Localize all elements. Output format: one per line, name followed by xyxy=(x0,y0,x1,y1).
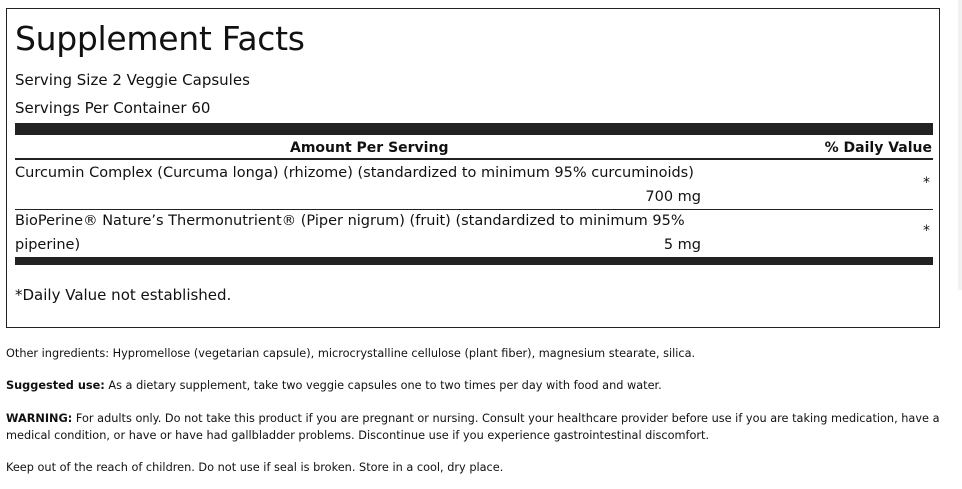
supplement-facts-panel xyxy=(6,8,940,328)
ingredient-name-bioperine-line2: piperine) xyxy=(15,237,81,253)
ingredient-name-curcumin: Curcumin Complex (Curcuma longa) (rhizome) (standardized to minimum 95% curcuminoids) xyxy=(15,165,694,181)
warning xyxy=(6,410,956,444)
scrollbar-edge xyxy=(958,0,962,290)
warning-label: WARNING: xyxy=(6,412,73,425)
header-amount-per-serving: Amount Per Serving xyxy=(290,140,449,156)
ingredient-dv-curcumin: * xyxy=(923,175,930,191)
header-daily-value: % Daily Value xyxy=(824,140,932,156)
ingredient-name-bioperine: BioPerine® Nature’s Thermonutrient® (Piper nigrum) (fruit) (standardized to minimum 95% xyxy=(15,213,685,229)
serving-size: Serving Size 2 Veggie Capsules xyxy=(15,71,250,89)
ingredient-dv-bioperine: * xyxy=(923,223,930,239)
suggested-use xyxy=(6,377,956,394)
facts-title: Supplement Facts xyxy=(15,19,305,58)
thick-divider-top xyxy=(15,123,933,135)
suggested-use-text: As a dietary supplement, take two veggie capsules one to two times per day with food and water. xyxy=(104,379,662,392)
storage-instructions: Keep out of the reach of children. Do not use if seal is broken. Store in a cool, dry place. xyxy=(6,461,504,474)
suggested-use-label: Suggested use: xyxy=(6,379,105,392)
ingredient-amount-bioperine: 5 mg xyxy=(663,237,701,253)
thick-divider-bottom xyxy=(15,257,933,265)
other-ingredients: Other ingredients: Hypromellose (vegetarian capsule), microcrystalline cellulose (plant fiber), magnesium stearate, silica. xyxy=(6,347,696,360)
servings-per-container: Servings Per Container 60 xyxy=(15,99,211,117)
ingredient-amount-curcumin: 700 mg xyxy=(645,189,701,205)
footnote: *Daily Value not established. xyxy=(15,286,232,304)
header-divider xyxy=(15,158,933,160)
warning-text: For adults only. Do not take this product if you are pregnant or nursing. Consult your healthcare provider before use if you are taking medication, have a medical condition, or have or have had gallbladder problems. Discontinue use if you experience gastrointestinal discomfort. xyxy=(6,412,940,442)
